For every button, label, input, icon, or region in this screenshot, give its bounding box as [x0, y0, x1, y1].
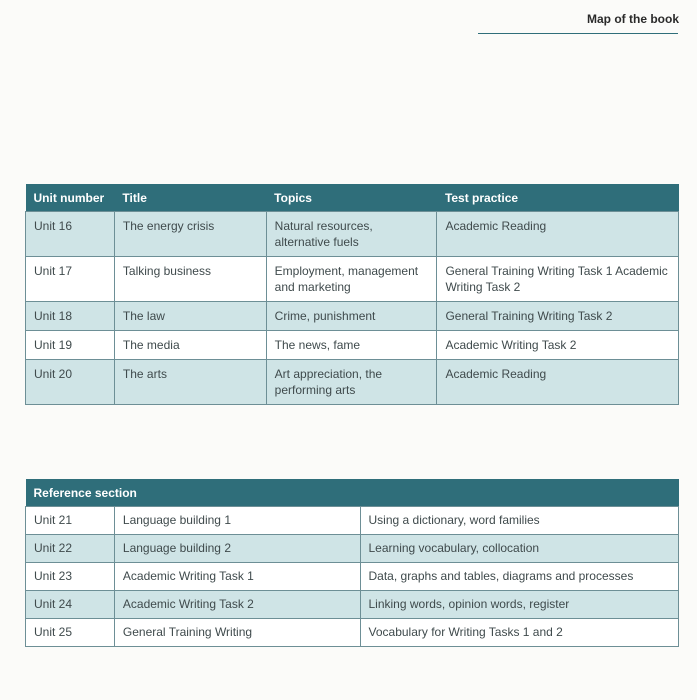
table-row	[26, 302, 679, 331]
reference-table	[25, 479, 679, 647]
column-header-topics: Topics	[266, 184, 437, 212]
column-header-title: Title	[114, 184, 266, 212]
title-cell: The energy crisis	[114, 212, 266, 257]
column-header-test-practice: Test practice	[437, 184, 679, 212]
page-title: Map of the book	[587, 12, 679, 26]
title-cell: Language building 1	[114, 507, 360, 535]
description-cell: Learning vocabulary, collocation	[360, 535, 679, 563]
table-row	[26, 535, 679, 563]
unit-cell: Unit 22	[26, 535, 115, 563]
title-cell: General Training Writing	[114, 619, 360, 647]
test-practice-cell: Academic Reading	[437, 360, 679, 405]
header-rule	[478, 33, 678, 34]
units-header-row	[26, 184, 679, 212]
unit-cell: Unit 19	[26, 331, 115, 360]
test-practice-cell: Academic Writing Task 2	[437, 331, 679, 360]
unit-cell: Unit 24	[26, 591, 115, 619]
table-row	[26, 257, 679, 302]
unit-cell: Unit 25	[26, 619, 115, 647]
unit-cell: Unit 16	[26, 212, 115, 257]
reference-header-row	[26, 479, 679, 507]
title-cell: Academic Writing Task 2	[114, 591, 360, 619]
unit-cell: Unit 20	[26, 360, 115, 405]
topics-cell: Art appreciation, the performing arts	[266, 360, 437, 405]
description-cell: Using a dictionary, word families	[360, 507, 679, 535]
unit-cell: Unit 23	[26, 563, 115, 591]
unit-cell: Unit 17	[26, 257, 115, 302]
title-cell: The media	[114, 331, 266, 360]
topics-cell: Crime, punishment	[266, 302, 437, 331]
title-cell: Language building 2	[114, 535, 360, 563]
table-row	[26, 619, 679, 647]
title-cell: Talking business	[114, 257, 266, 302]
column-header-unit-number: Unit number	[26, 184, 115, 212]
table-row	[26, 591, 679, 619]
table-row	[26, 360, 679, 405]
test-practice-cell: General Training Writing Task 2	[437, 302, 679, 331]
units-table	[25, 184, 679, 405]
description-cell: Vocabulary for Writing Tasks 1 and 2	[360, 619, 679, 647]
title-cell: Academic Writing Task 1	[114, 563, 360, 591]
description-cell: Data, graphs and tables, diagrams and processes	[360, 563, 679, 591]
table-row	[26, 507, 679, 535]
unit-cell: Unit 21	[26, 507, 115, 535]
topics-cell: Employment, management and marketing	[266, 257, 437, 302]
unit-cell: Unit 18	[26, 302, 115, 331]
title-cell: The arts	[114, 360, 266, 405]
test-practice-cell: Academic Reading	[437, 212, 679, 257]
test-practice-cell: General Training Writing Task 1 Academic Writing Task 2	[437, 257, 679, 302]
table-row	[26, 212, 679, 257]
topics-cell: Natural resources, alternative fuels	[266, 212, 437, 257]
table-row	[26, 331, 679, 360]
reference-section-heading: Reference section	[26, 479, 679, 507]
title-cell: The law	[114, 302, 266, 331]
topics-cell: The news, fame	[266, 331, 437, 360]
table-row	[26, 563, 679, 591]
description-cell: Linking words, opinion words, register	[360, 591, 679, 619]
